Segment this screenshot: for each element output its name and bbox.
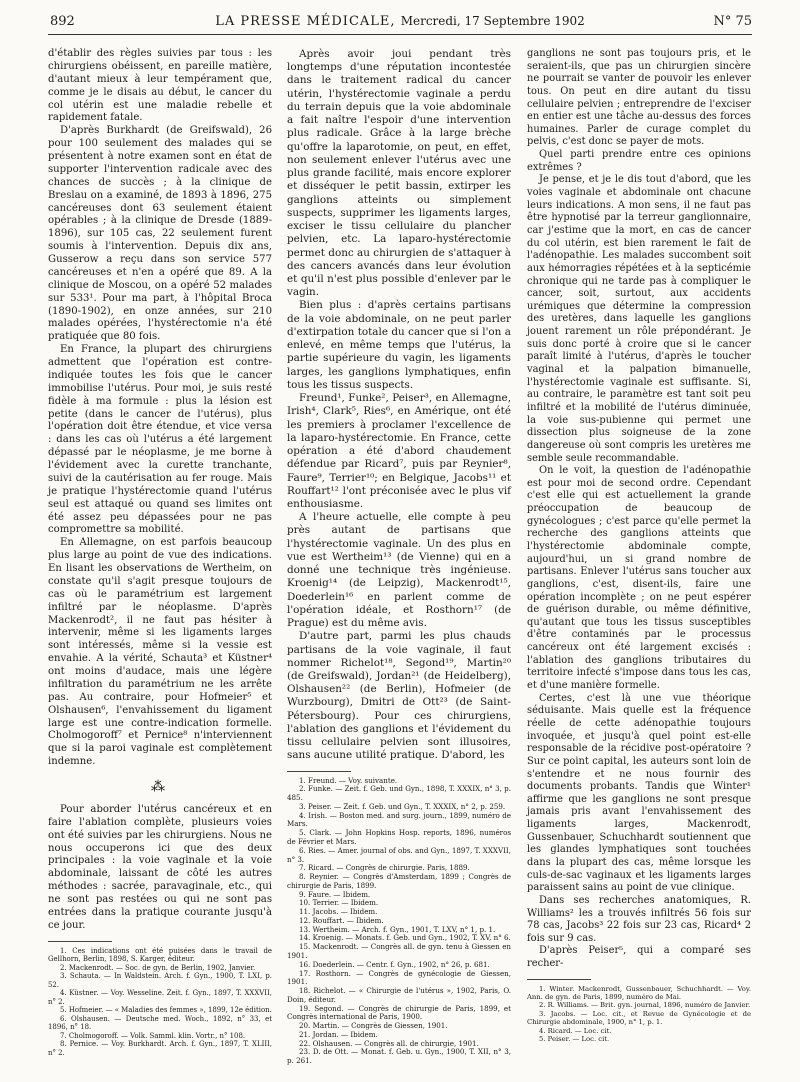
footnote: 6. Olshausen. — Deutsche med. Woch., 1892, n° 33, et 1896, n° 18. [48, 1014, 272, 1032]
footnote: 3. Jacobs. — Loc. cit., et Revue de Gynécologie et de Chirurgie abdominale, 1900, n° 1, p. 1. [527, 1009, 751, 1027]
issue-date: Mercredi, 17 Septembre 1902 [400, 14, 585, 28]
footnotes [48, 947, 272, 1058]
footnote: 12. Rouffart. — Ibidem. [299, 915, 384, 925]
paragraph: En France, la plupart des chirurgiens admettent que l'opération est contre-indiquée toutes les fois que le cancer immobilise l'utérus. Pour moi, je suis resté fidèle à ma formule : plus la lésion est petite (dans le cancer de l'utérus), plus l'opération doit être étendue, et vice versa : dans les cas où l'utérus a été largement dépassé par le néoplasme, je me borne à l'évidement avec la curette tranchante, suivi de la cautérisation au fer rouge. Mais je pratique l'hystérectomie quand l'utérus seul est attaqué ou quand ses limites ont été assez peu dépassées pour ne pas compromettre sa mobilité. [48, 344, 272, 536]
footnote-rule [527, 979, 591, 980]
footnote: 10. Terrier. — Ibidem. [299, 898, 379, 908]
paragraph: ganglions ne sont pas toujours pris, et le seraient-ils, que pas un chirurgien sincère ne pourrait se vanter de pouvoir les enlever tous. On peut en dire autant du tissu cellulaire pelvien ; entreprendre de l'exciser en entier est une tâche au-dessus des forces humaines. Parler de curage complet du pelvis, c'est donc se payer de mots. [527, 48, 751, 148]
journal-name: LA PRESSE MÉDICALE, [215, 14, 396, 29]
footnote: 6. Ries. — Amer. journal of obs. and Gyn., 1897, T. XXXVII, n° 3. [287, 845, 511, 864]
footnote: 8. Reynier. — Congrès d'Amsterdam, 1899 ; Congrès de chirurgie de Paris, 1899. [287, 872, 511, 890]
journal-title [0, 14, 800, 29]
paragraph: D'autre part, parmi les plus chauds partisans de la voie vaginale, il faut nommer Richelot¹⁸, Segond¹⁹, Martin²⁰ (de Greifswald), Jordan²¹ (de Heidelberg), Olshausen²² (de Berlin), Hofmeier (de Wurzbourg), Dmitri de Ott²³ (de Saint-Pétersbourg). Pour ces chirurgiens, l'ablation des ganglions et l'évidement du tissu cellulaire pelvien sont illusoires, sans aucune utilité pratique. D'abord, les [287, 630, 511, 762]
page-header [0, 0, 800, 40]
footnote: 9. Faure. — Ibidem. [299, 889, 371, 899]
footnotes [287, 777, 511, 1066]
column-1 [48, 48, 272, 1057]
paragraph: Je pense, et je le dis tout d'abord, que les voies vaginale et abdominale ont chacune leurs indications. A mon sens, il ne faut pas être hypnotisé par la terreur ganglionnaire, car j'estime que la mort, en cas de cancer du col utérin, est bien rarement le fait de l'adénopathie. Les malades succombent soit aux hémorragies répétées et à la septicémie chronique qui ne tarde pas à compliquer le cancer, soit, surtout, aux accidents urémiques que détermine la compression des uretères, dans laquelle les ganglions jouent rarement un rôle prépondérant. Je suis donc porté à croire que si le cancer paraît limité à l'utérus, d'après le toucher vaginal et la palpation bimanuelle, l'hystérectomie vaginale est suffisante. Si, au contraire, le paramètre est tant soit peu infiltré et la mobilité de l'utérus diminuée, la voie sus-pubienne qui permet une dissection plus soigneuse de la zone dangereuse où sont compris les uretères me semble seule recommandable. [527, 174, 751, 464]
paragraph: Bien plus : d'après certains partisans de la voie abdominale, on ne peut parler d'extirpation totale du cancer que si l'on a enlevé, en même temps que l'utérus, la partie supérieure du vagin, les ligaments larges, les ganglions lymphatiques, enfin tous les tissus suspects. [287, 299, 511, 391]
header-rule [48, 34, 752, 35]
section-separator: ⁂ [151, 779, 169, 795]
footnote: 7. Cholmogoroff. — Volk. Samml. klin. Vortr., n° 108. [60, 1031, 246, 1040]
paragraph: Après avoir joui pendant très longtemps d'une réputation incontestée dans le traitement radical du cancer utérin, l'hystérectomie vaginale a perdu du terrain depuis que la voie abdominale a fait naître l'espoir d'une intervention plus radicale. Grâce à la large brèche qu'offre la laparotomie, on peut, en effet, non seulement enlever l'utérus avec une plus grande facilité, mais encore explorer et disséquer le petit bassin, extirper les ganglions atteints ou simplement suspects, supprimer les ligaments larges, exciser le tissu cellulaire du plancher pelvien, etc. La laparo-hystérectomie permet donc au chirurgien de s'attaquer à des cancers avancés dans leur évolution et qu'il n'est plus possible d'enlever par le vagin. [287, 48, 511, 299]
footnote: 4. Ricard. — Loc. cit. [539, 1026, 612, 1035]
footnote: 2. R. Williams. — Brit. gyn. journal, 1896, numéro de Janvier. [539, 1001, 751, 1010]
footnotes [527, 985, 751, 1044]
footnote: 4. Irish. — Boston med. and surg. journ., 1899, numéro de Mars. [287, 810, 511, 829]
paragraph: On le voit, la question de l'adénopathie est pour moi de second ordre. Cependant c'est elle qui est actuellement la grande préoccupation de beaucoup de gynécologues ; c'est parce qu'elle permet la recherche des ganglions atteints que l'hystérectomie abdominale compte, aujourd'hui, un si grand nombre de partisans. Enlever l'utérus sans toucher aux ganglions, c'est, disent-ils, faire une opération incomplète ; on ne peut espérer de guérison durable, ou même définitive, qu'autant que tous les tissus susceptibles d'être contaminés par le processus cancéreux ont été largement excisés : l'ablation des ganglions tributaires du territoire infecté s'impose dans tous les cas, et d'une manière formelle. [527, 465, 751, 692]
footnote-rule [287, 771, 351, 772]
footnote: 16. Doederlein. — Centr. f. Gyn., 1902, n° 26, p. 681. [299, 959, 490, 969]
footnote: 1. Freund. — Voy. suivante. [299, 775, 398, 785]
paragraph: Certes, c'est là une vue théorique séduisante. Mais quelle est la fréquence réelle de cette adénopathie toujours invoquée, et jusqu'à quel point est-elle responsable de la récidive post-opératoire ? Sur ce point capital, les auteurs sont loin de s'entendre et ne nous fournir des documents probants. Tandis que Winter¹ affirme que les ganglions ne sont presque jamais pris avant l'envahissement des ligaments larges, Mackenrodt, Gussenbauer, Schuchhardt soutiennent que les glandes lymphatiques sont touchées dans la plupart des cas, même lorsque les culs-de-sac vaginaux et les ligaments larges paraissent sains au point de vue clinique. [527, 692, 751, 894]
paragraph: Pour aborder l'utérus cancéreux et en faire l'ablation complète, plusieurs voies ont été suivies par les chirurgiens. Nous ne nous occuperons ici que des deux principales : la voie vaginale et la voie abdominale, laissant de côté les autres méthodes : sacrée, paravaginale, etc., qui ne sont pas restées ou qui ne sont pas entrées dans la pratique courante jusqu'à ce jour. [48, 803, 272, 931]
footnote: 4. Küstner. — Voy. Wesseline. Zeit. f. Gyn., 1897, T. XXXVII, n° 2. [48, 989, 272, 1006]
paragraph: En Allemagne, on est parfois beaucoup plus large au point de vue des indications. En lisant les observations de Wertheim, on constate qu'il s'agit presque toujours de cas où le paramétrium est largement infiltré par le néoplasme. D'après Mackenrodt², il ne faut pas hésiter à intervenir, même si les ligaments larges sont intéressés, même si la vessie est envahie. A la vérité, Schauta³ et Küstner⁴ ont moins d'audace, mais une légère infiltration du paramétrium ne les arrête pas. Au contraire, pour Hofmeier⁵ et Olshausen⁶, l'envahissement du ligament large est une contre-indication formelle. Cholmogoroff⁷ et Pernice⁸ n'interviennent que si la paroi vaginale est complètement indemne. [48, 537, 272, 768]
paragraph: D'après Peiser⁵, qui a comparé ses recher- [527, 945, 751, 970]
column-2 [287, 48, 511, 1066]
paragraph: Quel parti prendre entre ces opinions extrêmes ? [527, 149, 751, 173]
footnote: 7. Ricard. — Congrès de chirurgie. Paris, 1889. [299, 863, 470, 873]
footnote: 23. D. de Ott. — Monat. f. Geb. u. Gyn., 1900, T. XII, n° 3, p. 261. [287, 1047, 511, 1066]
footnote: 2. Funke. — Zeit. f. Geb. und Gyn., 1898, T. XXXIX, n° 3, p. 485. [287, 784, 511, 803]
footnote: 19. Segond. — Congrès de chirurgie de Paris, 1899, et Congrès international de Paris, 1900. [287, 1003, 511, 1022]
paragraph: Dans ses recherches anatomiques, R. Williams² les a trouvés infiltrés 56 fois sur 78 cas, Jacobs³ 22 fois sur 23 cas, Ricard⁴ 2 fois sur 9 cas. [527, 894, 751, 944]
footnote: 15. Mackenrodt. — Congrès all. de gyn. tenu à Giessen en 1901. [287, 942, 511, 960]
footnote: 18. Richelot. — « Chirurgie de l'utérus », 1902, Paris, O. Doin, éditeur. [287, 986, 511, 1004]
paragraph: d'établir des règles suivies par tous : les chirurgiens obéissent, en pareille matière, d'autant mieux à leur tempérament que, comme je le disais au début, le cancer du col utérin est une maladie rebelle et rapidement fatale. [48, 48, 272, 124]
column-3 [527, 48, 751, 1043]
footnote: 1. Winter. Mackenrodt, Gussenbauer, Schuchhardt. — Voy. Ann. de gyn. de Paris, 1899, numéro de Mai. [527, 984, 751, 1002]
footnote: 21. Jordan. — Ibidem. [299, 1029, 378, 1039]
paragraph: Freund¹, Funke², Peiser³, en Allemagne, Irish⁴, Clark⁵, Ries⁶, en Amérique, ont été les premiers à proclamer l'excellence de la laparo-hystérectomie. En France, cette opération a été d'abord chaudement défendue par Ricard⁷, puis par Reynier⁸, Faure⁹, Terrier¹⁰; en Belgique, Jacobs¹¹ et Rouffart¹² l'ont préconisée avec le plus vif enthousiasme. [287, 392, 511, 510]
footnote: 11. Jacobs. — Ibidem. [299, 907, 378, 917]
paragraph: D'après Burkhardt (de Greifswald), 26 pour 100 seulement des malades qui se présentent à notre examen sont en état de supporter l'intervention radicale avec des chances de succès ; à la clinique de Breslau on a examiné, de 1893 à 1896, 275 cancéreuses dont 63 seulement étaient opérables ; à la clinique de Dresde (1889-1896), sur 105 cas, 22 seulement furent soumis à l'intervention. Depuis dix ans, Gusserow a reçu dans son service 577 cancéreuses et n'en a opéré que 89. A la clinique de Moscou, on a opéré 52 malades sur 533¹. Pour ma part, à l'hôpital Broca (1890-1902), en onze années, sur 210 malades opérées, l'hystérectomie n'a été pratiquée que 80 fois. [48, 125, 272, 343]
footnote: 14. Kroenig. — Monats. f. Geb. und Gyn., 1902, T. XV, n° 6. [299, 933, 511, 943]
footnote: 3. Schauta. — In Waldstein. Arch. f. Gyn., 1900, T. LXI, p. 52. [48, 972, 272, 989]
footnote: 8. Pernice. — Voy. Burkhardt. Arch. f. Gyn., 1897, T. XLIII, n° 2. [48, 1040, 272, 1057]
footnote-rule [48, 941, 112, 942]
footnote: 2. Mackenrodt. — Soc. de gyn. de Berlin, 1902, Janvier. [60, 963, 256, 972]
footnote: 5. Clark. — John Hopkins Hosp. reports, 1896, numéros de Février et Mars. [287, 828, 511, 847]
footnote: 3. Peiser. — Zeit. f. Geb. und Gyn., T. XXXIX, n° 2, p. 259. [299, 801, 506, 811]
page-number: 892 [50, 14, 75, 29]
footnote: 22. Olshausen. — Congrès all. de chirurgie, 1901. [299, 1038, 479, 1048]
footnote: 5. Hofmeier. — « Maladies des femmes », 1899, 12e édition. [60, 1006, 272, 1015]
footnote: 1. Ces indications ont été puisées dans le travail de Gellhorn, Berlin, 1898, S. Karger, éditeur. [48, 946, 272, 964]
footnote: 13. Wertheim. — Arch. f. Gyn., 1901, T. LXV, n° 1, p. 1. [299, 924, 496, 934]
paragraph: A l'heure actuelle, elle compte à peu près autant de partisans que l'hystérectomie vaginale. Un des plus en vue est Wertheim¹³ (de Vienne) qui en a donné une technique très ingénieuse. Kroenig¹⁴ (de Leipzig), Mackenrodt¹⁵, Doederlein¹⁶ en parlent comme de l'opération idéale, et Rosthorn¹⁷ (de Prague) est du même avis. [287, 511, 511, 630]
footnote: 17. Rosthorn. — Congrès de gynécologie de Giessen, 1901. [287, 968, 511, 987]
issue-number: N° 75 [713, 14, 752, 29]
footnote: 5. Peiser. — Loc. cit. [539, 1034, 610, 1043]
footnote: 20. Martin. — Congrès de Giessen, 1901. [299, 1021, 448, 1031]
